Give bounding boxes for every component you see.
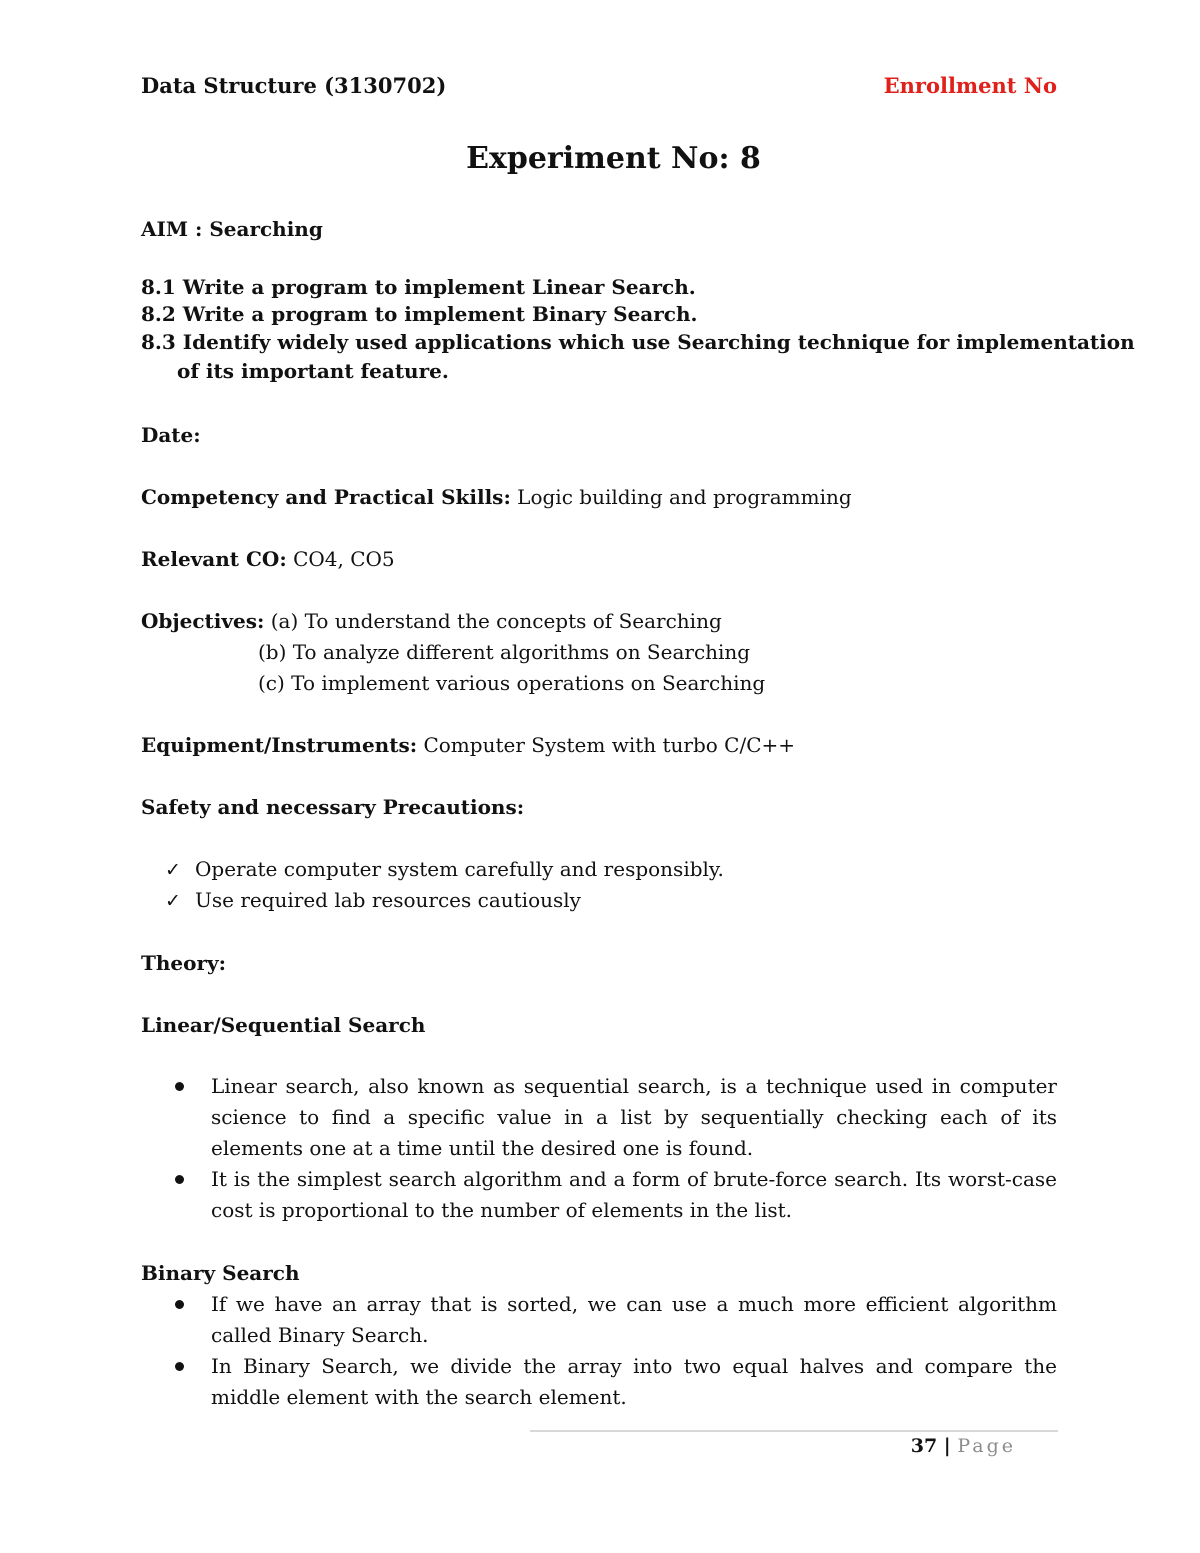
linear-bullet-1: Linear search, also known as sequential search, is a technique used in computer science to find a specific value in a list by sequentially checking each of its elements one at a time until the desired one is found. — [211, 1074, 1057, 1160]
checkmark-icon: ✓ — [165, 890, 181, 912]
objectives-label: Objectives: — [141, 609, 265, 633]
linear-bullet-2: It is the simplest search algorithm and a form of brute-force search. Its worst-case cost is proportional to the number of elements in the list. — [211, 1167, 1057, 1222]
page-footer — [911, 1432, 1016, 1460]
relevant-co-label: Relevant CO: — [141, 547, 287, 571]
page-word: Page — [957, 1435, 1016, 1457]
objective-a: (a) To understand the concepts of Searching — [264, 609, 722, 633]
task-8-1: 8.1 Write a program to implement Linear Search. — [141, 275, 696, 299]
binary-bullet-1: If we have an array that is sorted, we can use a much more efficient algorithm called Binary Search. — [211, 1292, 1057, 1347]
relevant-co-line — [141, 544, 395, 574]
competency-line — [141, 482, 852, 512]
header-enrollment: Enrollment No — [883, 73, 1057, 98]
header-course: Data Structure (3130702) — [141, 73, 447, 98]
aim-line: AIM : Searching — [141, 217, 323, 241]
theory-heading: Theory: — [141, 951, 227, 975]
equipment-value: Computer System with turbo C/C++ — [417, 733, 796, 757]
relevant-co-value: CO4, CO5 — [286, 547, 395, 571]
safety-item-text: Use required lab resources cautiously — [195, 888, 581, 912]
checkmark-icon: ✓ — [165, 859, 181, 881]
date-label: Date: — [141, 423, 201, 447]
objectives-line — [141, 606, 722, 636]
bullet-icon — [175, 1362, 184, 1371]
safety-item — [165, 854, 724, 885]
competency-label: Competency and Practical Skills: — [141, 485, 511, 509]
linear-search-heading: Linear/Sequential Search — [141, 1013, 426, 1037]
bullet-icon — [175, 1300, 184, 1309]
binary-bullet-2: In Binary Search, we divide the array into two equal halves and compare the middle element with the search element. — [211, 1354, 1057, 1409]
page-number: 37 — [910, 1435, 938, 1457]
equipment-line — [141, 730, 795, 760]
bullet-icon — [175, 1175, 184, 1184]
page-title: Experiment No: 8 — [466, 141, 761, 176]
task-8-3: 8.3 Identify widely used applications which use Searching technique for implementation — [141, 330, 1135, 354]
page-separator: | — [937, 1435, 958, 1457]
task-8-3-continued: of its important feature. — [177, 359, 449, 383]
task-8-2: 8.2 Write a program to implement Binary Search. — [141, 302, 698, 326]
objective-b: (b) To analyze different algorithms on Searching — [258, 640, 751, 664]
objective-c: (c) To implement various operations on Searching — [258, 671, 766, 695]
binary-search-heading: Binary Search — [141, 1261, 300, 1285]
safety-item — [165, 885, 581, 916]
safety-item-text: Operate computer system carefully and responsibly. — [195, 857, 724, 881]
competency-value: Logic building and programming — [510, 485, 852, 509]
bullet-icon — [175, 1082, 184, 1091]
safety-heading: Safety and necessary Precautions: — [141, 795, 525, 819]
equipment-label: Equipment/Instruments: — [141, 733, 418, 757]
